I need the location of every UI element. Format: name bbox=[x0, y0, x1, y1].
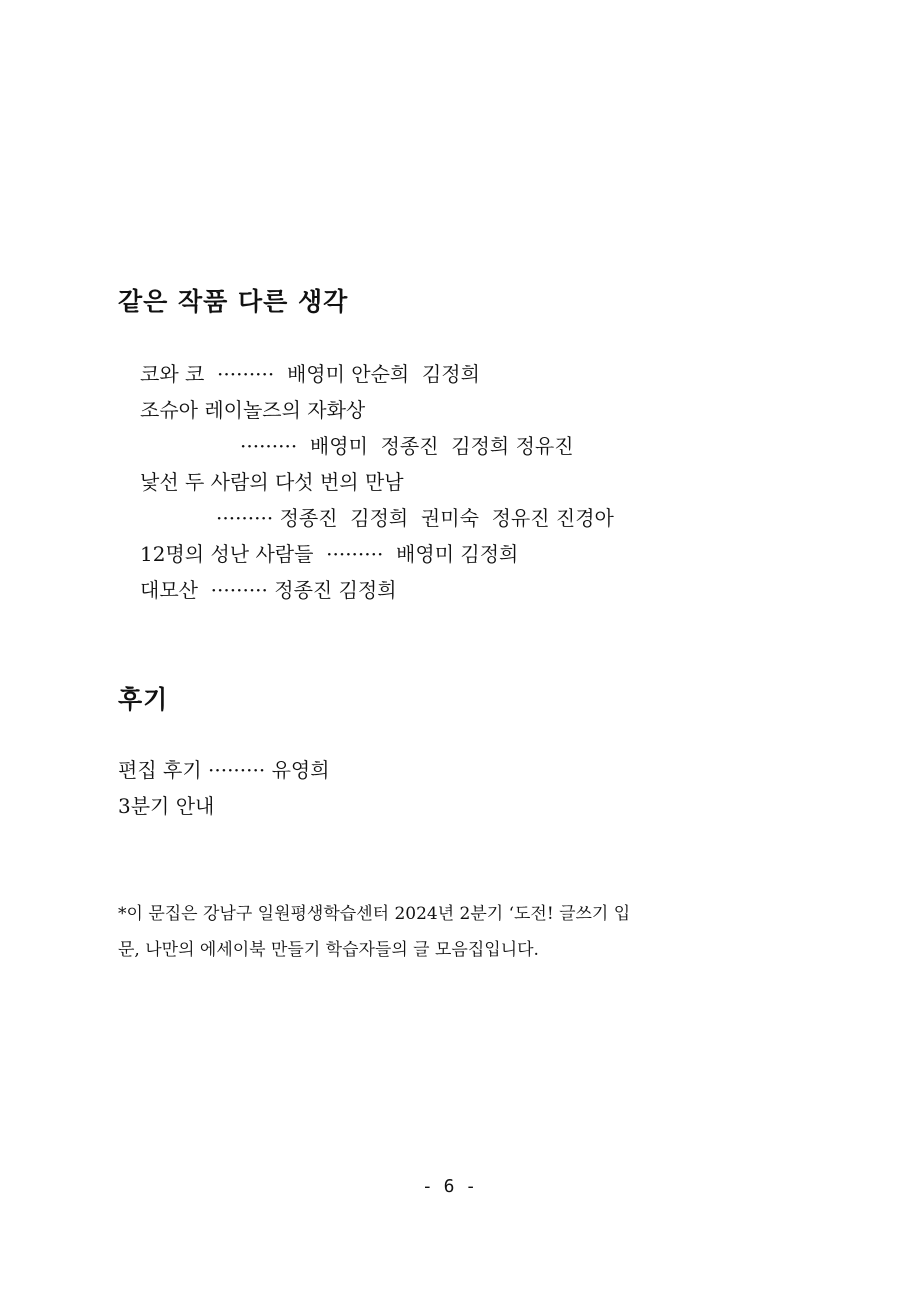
page-number: - 6 - bbox=[421, 1176, 477, 1197]
toc-entry-daemosan: 대모산 ········· 정종진 김정희 bbox=[140, 578, 397, 602]
toc-entry-editing-afterword: 편집 후기 ········· 유영희 bbox=[118, 758, 330, 782]
toc-entry-strangers-title: 낯선 두 사람의 다섯 번의 만남 bbox=[140, 470, 404, 494]
note-line-1: *이 문집은 강남구 일원평생학습센터 2024년 2분기 ‘도전! 글쓰기 입 bbox=[118, 904, 631, 924]
toc-entry-nose: 코와 코 ········· 배영미 안순희 김정희 bbox=[140, 362, 480, 386]
toc-entry-twelve-angry-men: 12명의 성난 사람들 ········· 배영미 김정희 bbox=[140, 542, 519, 566]
toc-entry-strangers-authors: ········· 정종진 김정희 권미숙 정유진 진경아 bbox=[216, 506, 614, 530]
note-line-2: 문, 나만의 에세이북 만들기 학습자들의 글 모음집입니다. bbox=[118, 940, 539, 960]
section-title-afterword: 후기 bbox=[118, 685, 169, 714]
toc-entry-reynolds-title: 조슈아 레이놀즈의 자화상 bbox=[140, 398, 366, 422]
toc-entry-q3-guide: 3분기 안내 bbox=[118, 794, 215, 818]
toc-entry-reynolds-authors: ········· 배영미 정종진 김정희 정유진 bbox=[240, 434, 574, 458]
section-title-different-thoughts: 같은 작품 다른 생각 bbox=[118, 287, 349, 316]
